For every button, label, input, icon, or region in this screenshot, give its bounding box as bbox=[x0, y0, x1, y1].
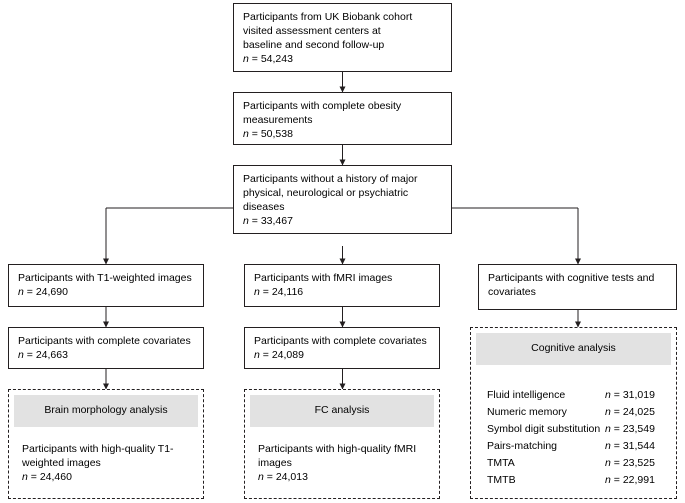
n-symbol: n bbox=[605, 474, 611, 486]
n-symbol: n bbox=[243, 52, 249, 65]
brain-morphology-n bbox=[22, 471, 198, 485]
n-symbol: n bbox=[18, 348, 24, 361]
cognitive-test-name: TMTA bbox=[487, 457, 515, 469]
cognitive-test-n bbox=[605, 438, 655, 455]
node-baseline-line1: Participants from UK Biobank cohort bbox=[243, 11, 413, 23]
n-value: = 31,019 bbox=[613, 389, 655, 401]
node-t1w-line1: Participants with T1-weighted images bbox=[18, 272, 192, 284]
cognitive-test-name: TMTB bbox=[487, 474, 516, 486]
node-obesity-line1: Participants with complete obesity bbox=[243, 100, 402, 112]
n-value: = 24,013 bbox=[266, 470, 308, 483]
list-item bbox=[487, 438, 672, 455]
header-fc-analysis bbox=[250, 395, 434, 427]
cognitive-analysis-list bbox=[487, 387, 672, 489]
n-value: = 50,538 bbox=[251, 127, 293, 140]
node-no-disease-history bbox=[233, 165, 452, 234]
node-nohistory-line3: diseases bbox=[243, 200, 285, 213]
brain-morphology-line2: weighted images bbox=[22, 456, 101, 469]
n-value: = 23,549 bbox=[613, 423, 655, 435]
node-fmricov-line1: Participants with complete covariates bbox=[254, 335, 427, 347]
node-t1cov-line1: Participants with complete covariates bbox=[18, 335, 191, 347]
node-cognitive-line2: covariates bbox=[488, 285, 536, 298]
list-item bbox=[487, 421, 672, 438]
list-item bbox=[487, 404, 672, 421]
fc-analysis-header-label: FC analysis bbox=[314, 404, 370, 417]
n-symbol: n bbox=[258, 470, 264, 483]
n-value: = 24,460 bbox=[30, 470, 72, 483]
n-value: = 24,089 bbox=[262, 348, 304, 361]
n-value: = 33,467 bbox=[251, 214, 293, 227]
cognitive-test-n bbox=[605, 472, 655, 489]
brain-morphology-body bbox=[22, 443, 198, 485]
cognitive-test-n bbox=[605, 404, 655, 421]
node-baseline-n bbox=[243, 53, 442, 67]
node-baseline bbox=[233, 3, 452, 72]
n-symbol: n bbox=[605, 457, 611, 469]
node-fmri-complete-covariates bbox=[244, 327, 440, 369]
n-value: = 23,525 bbox=[613, 457, 655, 469]
node-fmri-images bbox=[244, 264, 440, 307]
node-cognitive-line1: Participants with cognitive tests and bbox=[488, 272, 655, 284]
n-value: = 22,991 bbox=[613, 474, 655, 486]
n-value: = 54,243 bbox=[251, 52, 293, 65]
n-value: = 24,663 bbox=[26, 348, 68, 361]
n-symbol: n bbox=[18, 285, 24, 298]
n-symbol: n bbox=[254, 285, 260, 298]
cognitive-test-n bbox=[605, 421, 655, 438]
list-item bbox=[487, 455, 672, 472]
node-t1cov-n bbox=[18, 349, 194, 363]
cognitive-analysis-header-label: Cognitive analysis bbox=[531, 342, 616, 355]
node-fmri-line1: Participants with fMRI images bbox=[254, 272, 393, 284]
fc-analysis-n bbox=[258, 471, 434, 485]
n-value: = 31,544 bbox=[613, 440, 655, 452]
node-obesity-n bbox=[243, 128, 442, 142]
node-cognitive-tests-covariates bbox=[478, 264, 677, 310]
cognitive-test-n bbox=[605, 387, 655, 404]
node-nohistory-line1: Participants without a history of major bbox=[243, 173, 418, 185]
node-obesity-line2: measurements bbox=[243, 113, 313, 126]
n-symbol: n bbox=[605, 423, 611, 435]
n-value: = 24,690 bbox=[26, 285, 68, 298]
cognitive-test-name: Pairs-matching bbox=[487, 440, 558, 452]
cognitive-test-n bbox=[605, 455, 655, 472]
header-brain-morphology-analysis bbox=[14, 395, 198, 427]
node-fmri-n bbox=[254, 286, 430, 300]
list-item bbox=[487, 472, 672, 489]
node-t1w-n bbox=[18, 286, 194, 300]
node-baseline-line2: visited assessment centers at bbox=[243, 24, 381, 37]
list-item bbox=[487, 387, 672, 404]
n-symbol: n bbox=[22, 470, 28, 483]
cognitive-test-name: Numeric memory bbox=[487, 406, 567, 418]
node-fmricov-n bbox=[254, 349, 430, 363]
brain-morphology-line1: Participants with high-quality T1- bbox=[22, 443, 174, 455]
node-baseline-line3: baseline and second follow-up bbox=[243, 38, 385, 51]
n-symbol: n bbox=[605, 440, 611, 452]
n-symbol: n bbox=[605, 389, 611, 401]
fc-analysis-body bbox=[258, 443, 434, 485]
n-symbol: n bbox=[243, 127, 249, 140]
header-cognitive-analysis bbox=[476, 333, 671, 365]
n-value: = 24,025 bbox=[613, 406, 655, 418]
node-nohistory-line2: physical, neurological or psychiatric bbox=[243, 186, 409, 199]
fc-analysis-line1: Participants with high-quality fMRI bbox=[258, 443, 417, 455]
n-symbol: n bbox=[254, 348, 260, 361]
cognitive-test-name: Symbol digit substitution bbox=[487, 423, 601, 435]
node-nohistory-n bbox=[243, 215, 442, 229]
n-symbol: n bbox=[605, 406, 611, 418]
n-symbol: n bbox=[243, 214, 249, 227]
node-t1-weighted-images bbox=[8, 264, 204, 307]
node-obesity-measurements bbox=[233, 92, 452, 145]
node-t1-complete-covariates bbox=[8, 327, 204, 369]
cognitive-test-name: Fluid intelligence bbox=[487, 389, 566, 401]
fc-analysis-line2: images bbox=[258, 456, 292, 469]
brain-morphology-header-label: Brain morphology analysis bbox=[44, 404, 168, 417]
n-value: = 24,116 bbox=[262, 285, 304, 298]
